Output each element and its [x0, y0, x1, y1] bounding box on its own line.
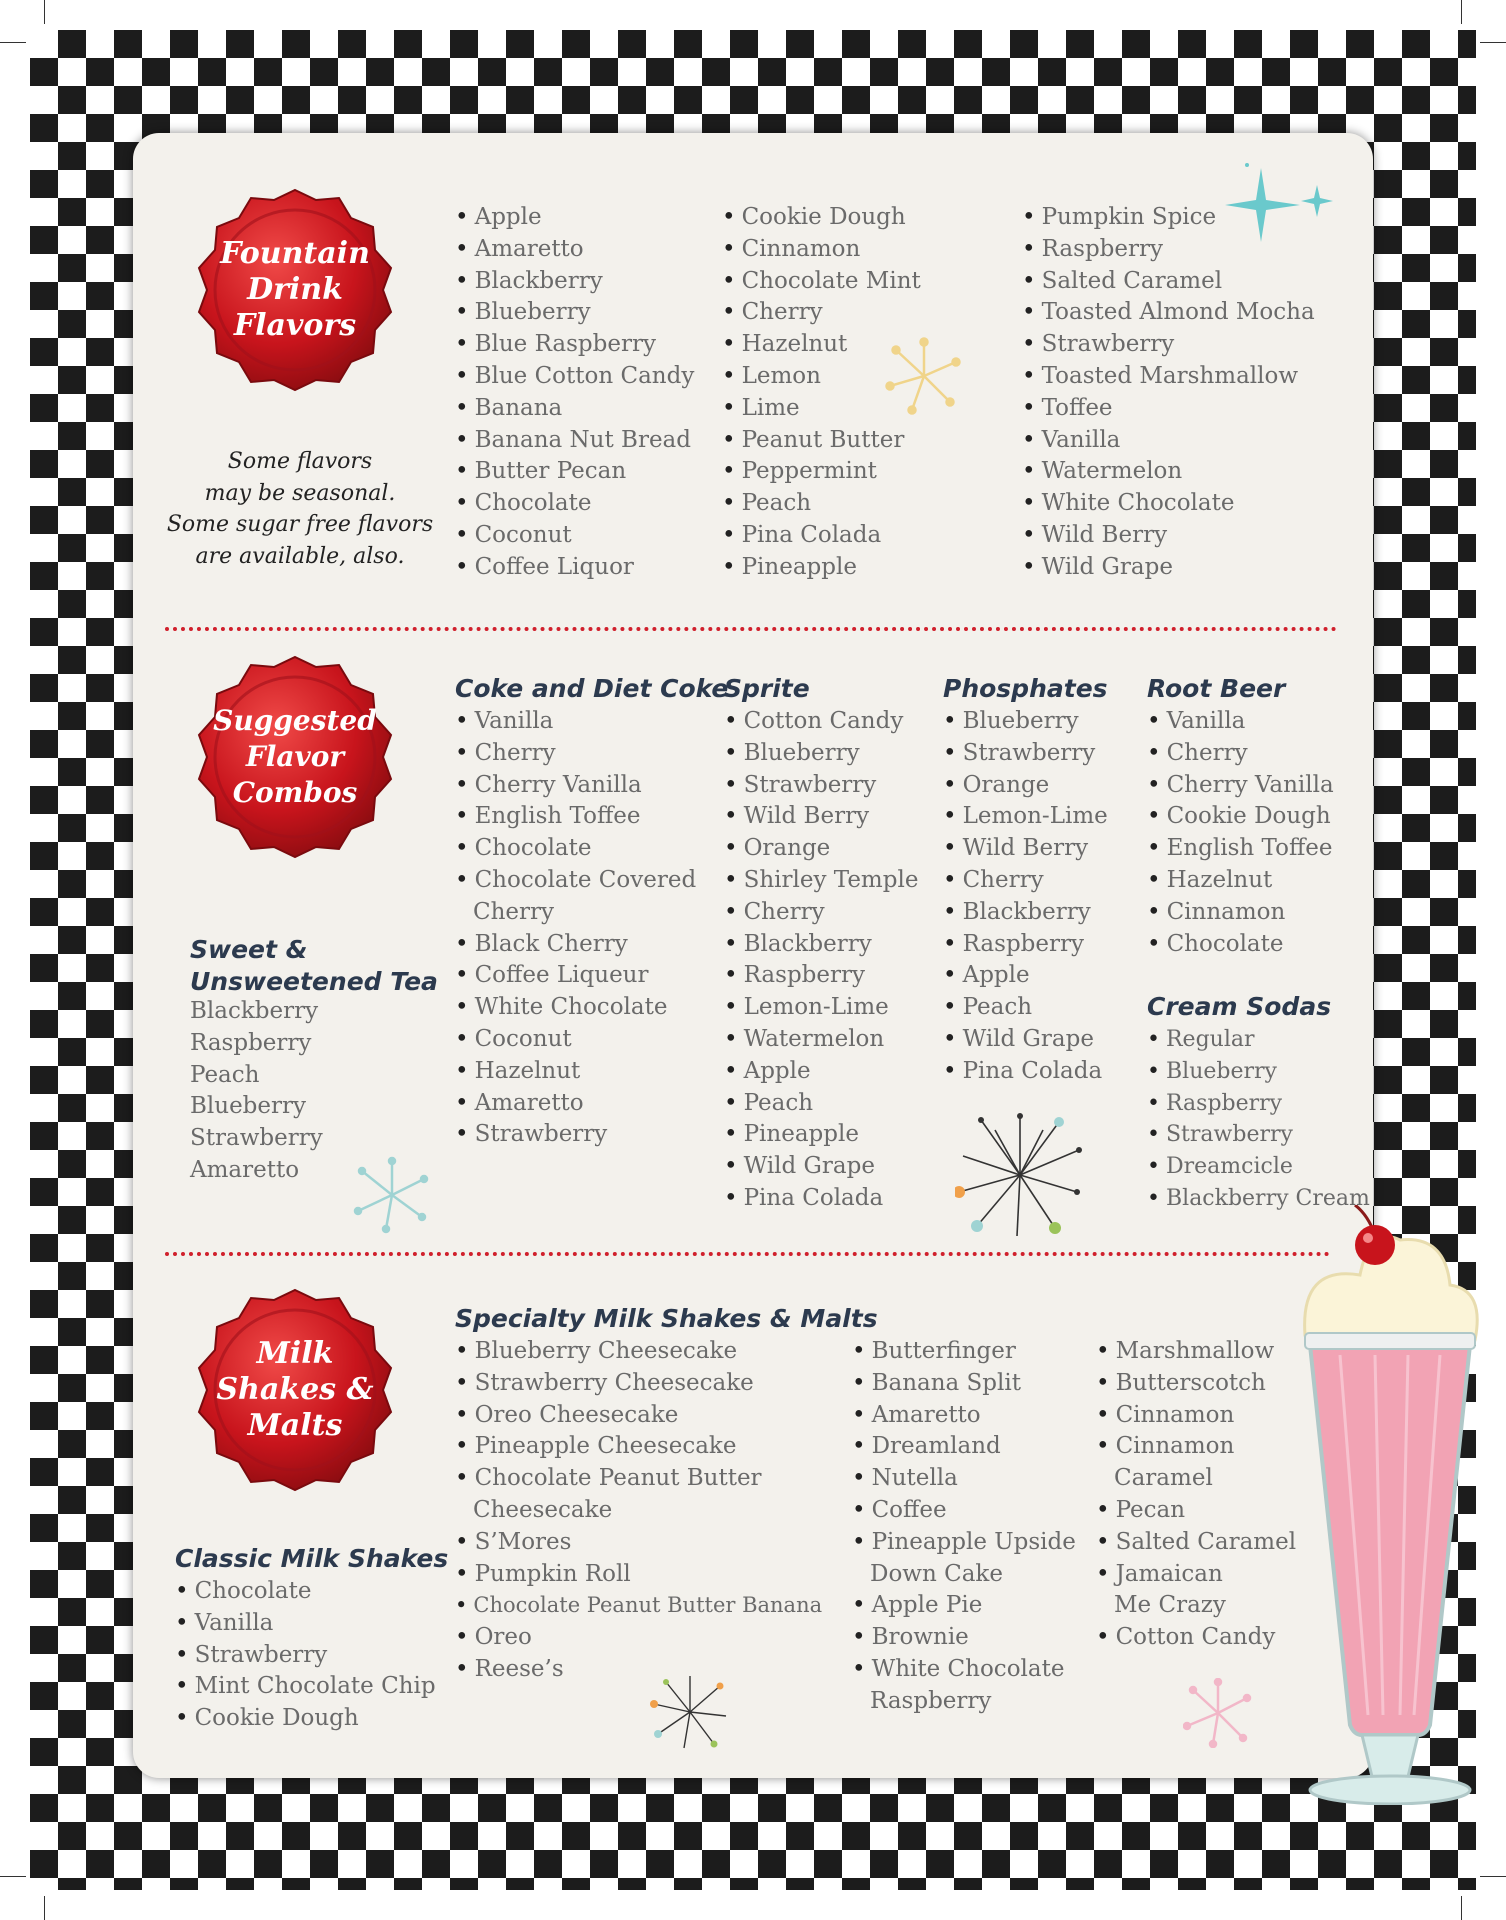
list-item: • English Toffee [1147, 833, 1334, 865]
list-item: • S’Mores [455, 1527, 822, 1559]
list-item-continuation: Raspberry [870, 1687, 992, 1714]
list-item: • Pineapple Upside [852, 1527, 1076, 1559]
list-item: • Pina Colada [943, 1056, 1108, 1088]
list-item: Blackberry [190, 998, 319, 1024]
list-item: • Hazelnut [455, 1056, 696, 1088]
coke-heading: Coke and Diet Coke [455, 674, 729, 703]
list-item: • Amaretto [455, 1088, 696, 1120]
list-item: • Blackberry [455, 266, 694, 298]
list-item: • Pecan [1096, 1495, 1296, 1527]
badge-line: Fountain [220, 236, 370, 271]
sprite-list [724, 706, 918, 1215]
starburst-icon [955, 1110, 1085, 1240]
list-item: • Apple Pie [852, 1590, 1076, 1622]
crop-mark [44, 0, 45, 24]
list-item: • Lemon-Lime [724, 992, 918, 1024]
list-item: • Raspberry [724, 960, 918, 992]
crop-mark [1461, 0, 1462, 24]
list-item: Raspberry [190, 1029, 312, 1056]
list-item: • Toasted Almond Mocha [1022, 297, 1315, 329]
list-item: • Blackberry [724, 929, 918, 961]
list-item: • Chocolate Peanut Butter Banana [455, 1590, 822, 1622]
list-item: • Nutella [852, 1463, 1076, 1495]
list-item: • Amaretto [852, 1400, 1076, 1432]
list-item: • Vanilla [1022, 425, 1315, 457]
list-item: • Jamaican [1096, 1559, 1296, 1591]
list-item: • Cherry [724, 897, 918, 929]
list-item: • Blueberry [1147, 1056, 1370, 1088]
list-item: • Cinnamon [722, 234, 921, 266]
list-item: • Cherry Vanilla [1147, 770, 1334, 802]
badge-line: Shakes & [216, 1372, 374, 1407]
list-item: • Peanut Butter [722, 425, 921, 457]
rootbeer-heading: Root Beer [1147, 674, 1286, 703]
starburst-icon [884, 336, 964, 416]
list-item: • Chocolate Mint [722, 266, 921, 298]
crop-mark [1461, 1896, 1462, 1920]
list-item: • Marshmallow [1096, 1336, 1296, 1368]
list-item: • Apple [943, 960, 1108, 992]
list-item: • Pumpkin Roll [455, 1559, 822, 1591]
list-item: • Dreamland [852, 1431, 1076, 1463]
starburst-icon [1183, 1678, 1253, 1748]
list-item: • Coconut [455, 520, 694, 552]
list-item: • Dreamcicle [1147, 1151, 1370, 1183]
list-item: • Hazelnut [1147, 865, 1334, 897]
list-item: • Oreo [455, 1622, 822, 1654]
badge-line: Combos [232, 776, 358, 809]
list-item: • Raspberry [1022, 234, 1315, 266]
list-item: • Watermelon [724, 1024, 918, 1056]
list-item: • Raspberry [1147, 1088, 1370, 1120]
list-item: • Wild Grape [943, 1024, 1108, 1056]
badge-line: Milk [256, 1336, 334, 1371]
list-item: • Cinnamon [1147, 897, 1334, 929]
specialty-heading: Specialty Milk Shakes & Malts [455, 1304, 878, 1333]
list-item-continuation: Me Crazy [1114, 1592, 1226, 1619]
specialty-column-1 [455, 1336, 822, 1686]
list-item: • Vanilla [455, 706, 696, 738]
list-item: • Regular [1147, 1024, 1370, 1056]
list-item: Blueberry [190, 1093, 306, 1120]
classic-shakes-list [175, 1576, 436, 1735]
list-item: • Pineapple [722, 552, 921, 584]
list-item: • Coconut [455, 1024, 696, 1056]
list-item: • Strawberry [1022, 329, 1315, 361]
list-item: • Cookie Dough [175, 1703, 436, 1735]
list-item: • Orange [943, 770, 1108, 802]
tea-heading: Sweet & Unsweetened Tea [190, 935, 438, 996]
list-item: • Lime [722, 393, 921, 425]
list-item: Amaretto [190, 1156, 300, 1183]
fountain-column-3 [1022, 202, 1315, 584]
list-item: • Strawberry [724, 770, 918, 802]
coke-list [455, 706, 696, 1151]
list-item: • Coffee Liquor [455, 552, 694, 584]
list-item: • Vanilla [1147, 706, 1334, 738]
list-item: • Chocolate Covered [455, 865, 696, 897]
list-item: • Butter Pecan [455, 456, 694, 488]
list-item: Strawberry [190, 1125, 323, 1152]
cream-soda-list [1147, 1024, 1370, 1215]
shakes-bottle-cap [170, 1285, 420, 1520]
list-item: • Wild Grape [1022, 552, 1315, 584]
phosphates-heading: Phosphates [943, 674, 1108, 703]
list-item: • Cinnamon [1096, 1431, 1296, 1463]
list-item: • Watermelon [1022, 456, 1315, 488]
crop-mark [1480, 1876, 1506, 1877]
list-item: • Chocolate [175, 1576, 436, 1608]
list-item: • Cotton Candy [1096, 1622, 1296, 1654]
list-item: • Banana Nut Bread [455, 425, 694, 457]
sparkle-icon [1225, 160, 1340, 250]
list-item: • Amaretto [455, 234, 694, 266]
list-item: • Reese’s [455, 1654, 822, 1686]
list-item: • Hazelnut [722, 329, 921, 361]
list-item: • Chocolate [455, 488, 694, 520]
list-item: • Raspberry [943, 929, 1108, 961]
list-item: • Strawberry [455, 1119, 696, 1151]
cream-soda-heading: Cream Sodas [1147, 992, 1332, 1021]
section-divider [165, 1252, 1330, 1256]
list-item: • Blackberry Cream [1147, 1183, 1370, 1215]
list-item: • Cherry [455, 738, 696, 770]
list-item: • Shirley Temple [724, 865, 918, 897]
list-item: • Blueberry Cheesecake [455, 1336, 822, 1368]
list-item: • Peach [724, 1088, 918, 1120]
rootbeer-list [1147, 706, 1334, 960]
list-item: • Wild Berry [1022, 520, 1315, 552]
list-item: • Wild Berry [943, 833, 1108, 865]
list-item: • Vanilla [175, 1608, 436, 1640]
list-item: • Pumpkin Spice [1022, 202, 1315, 234]
list-item: • White Chocolate [1022, 488, 1315, 520]
list-item: • Wild Berry [724, 801, 918, 833]
list-item: • Cherry [722, 297, 921, 329]
badge-line: Suggested [213, 704, 377, 737]
list-item: • Cherry [1147, 738, 1334, 770]
list-item: • Apple [455, 202, 694, 234]
list-item: • Peach [722, 488, 921, 520]
list-item: • Mint Chocolate Chip [175, 1671, 436, 1703]
list-item-continuation: Down Cake [870, 1560, 1003, 1587]
list-item: • Coffee [852, 1495, 1076, 1527]
list-item: • White Chocolate [852, 1654, 1076, 1686]
list-item: • Blackberry [943, 897, 1108, 929]
list-item: • Black Cherry [455, 929, 696, 961]
starburst-icon [650, 1672, 730, 1752]
list-item: • Cookie Dough [722, 202, 921, 234]
badge-line: Drink [247, 272, 343, 307]
list-item: • White Chocolate [455, 992, 696, 1024]
list-item: • Apple [724, 1056, 918, 1088]
milkshake-illustration [1280, 1205, 1500, 1805]
list-item: • Lemon [722, 361, 921, 393]
starburst-icon [352, 1155, 432, 1235]
crop-mark [0, 42, 26, 43]
list-item: • Banana Split [852, 1368, 1076, 1400]
list-item: • Pineapple [724, 1119, 918, 1151]
list-item: • Cotton Candy [724, 706, 918, 738]
list-item: • Banana [455, 393, 694, 425]
list-item: • Strawberry [175, 1640, 436, 1672]
list-item: • Orange [724, 833, 918, 865]
tea-list [190, 996, 323, 1187]
list-item: • Cherry Vanilla [455, 770, 696, 802]
list-item: • Peach [943, 992, 1108, 1024]
list-item: • Chocolate [1147, 929, 1334, 961]
list-item: • Coffee Liqueur [455, 960, 696, 992]
list-item: • Lemon-Lime [943, 801, 1108, 833]
list-item: • Wild Grape [724, 1151, 918, 1183]
list-item: • Oreo Cheesecake [455, 1400, 822, 1432]
fountain-bottle-cap [170, 185, 420, 420]
list-item: • Blueberry [943, 706, 1108, 738]
badge-line: Flavors [233, 308, 357, 343]
specialty-column-3 [1096, 1336, 1296, 1654]
list-item-continuation: Cherry [473, 898, 555, 925]
list-item: • Chocolate Peanut Butter [455, 1463, 822, 1495]
badge-line: Flavor [245, 740, 345, 773]
phosphates-list [943, 706, 1108, 1088]
list-item: • Blueberry [455, 297, 694, 329]
list-item: • Salted Caramel [1022, 266, 1315, 298]
combos-bottle-cap [170, 652, 420, 887]
list-item: • Peppermint [722, 456, 921, 488]
section-divider [165, 627, 1337, 631]
sprite-heading: Sprite [724, 674, 810, 703]
list-item: • Blueberry [724, 738, 918, 770]
list-item: • Salted Caramel [1096, 1527, 1296, 1559]
list-item-continuation: Cheesecake [473, 1496, 613, 1523]
list-item: • Pina Colada [722, 520, 921, 552]
badge-line: Malts [247, 1408, 343, 1443]
list-item: • Blue Raspberry [455, 329, 694, 361]
fountain-column-1 [455, 202, 694, 584]
list-item: • Pineapple Cheesecake [455, 1431, 822, 1463]
list-item: • Cookie Dough [1147, 801, 1334, 833]
seasonal-note: Some flavors may be seasonal. Some sugar free flavors are available, also. [166, 449, 434, 569]
list-item: • Toffee [1022, 393, 1315, 425]
list-item: Peach [190, 1061, 260, 1088]
list-item: • Brownie [852, 1622, 1076, 1654]
list-item: • Blue Cotton Candy [455, 361, 694, 393]
list-item: • Strawberry [943, 738, 1108, 770]
list-item: • Toasted Marshmallow [1022, 361, 1315, 393]
list-item: • Cinnamon [1096, 1400, 1296, 1432]
list-item: • Cherry [943, 865, 1108, 897]
specialty-column-2 [852, 1336, 1076, 1718]
list-item: • English Toffee [455, 801, 696, 833]
list-item: • Butterfinger [852, 1336, 1076, 1368]
list-item: • Chocolate [455, 833, 696, 865]
classic-shakes-heading: Classic Milk Shakes [175, 1544, 449, 1573]
crop-mark [44, 1896, 45, 1920]
list-item: • Pina Colada [724, 1183, 918, 1215]
list-item: • Butterscotch [1096, 1368, 1296, 1400]
crop-mark [1480, 42, 1506, 43]
list-item: • Strawberry Cheesecake [455, 1368, 822, 1400]
list-item-continuation: Caramel [1114, 1465, 1213, 1492]
list-item: • Strawberry [1147, 1119, 1370, 1151]
crop-mark [0, 1876, 26, 1877]
